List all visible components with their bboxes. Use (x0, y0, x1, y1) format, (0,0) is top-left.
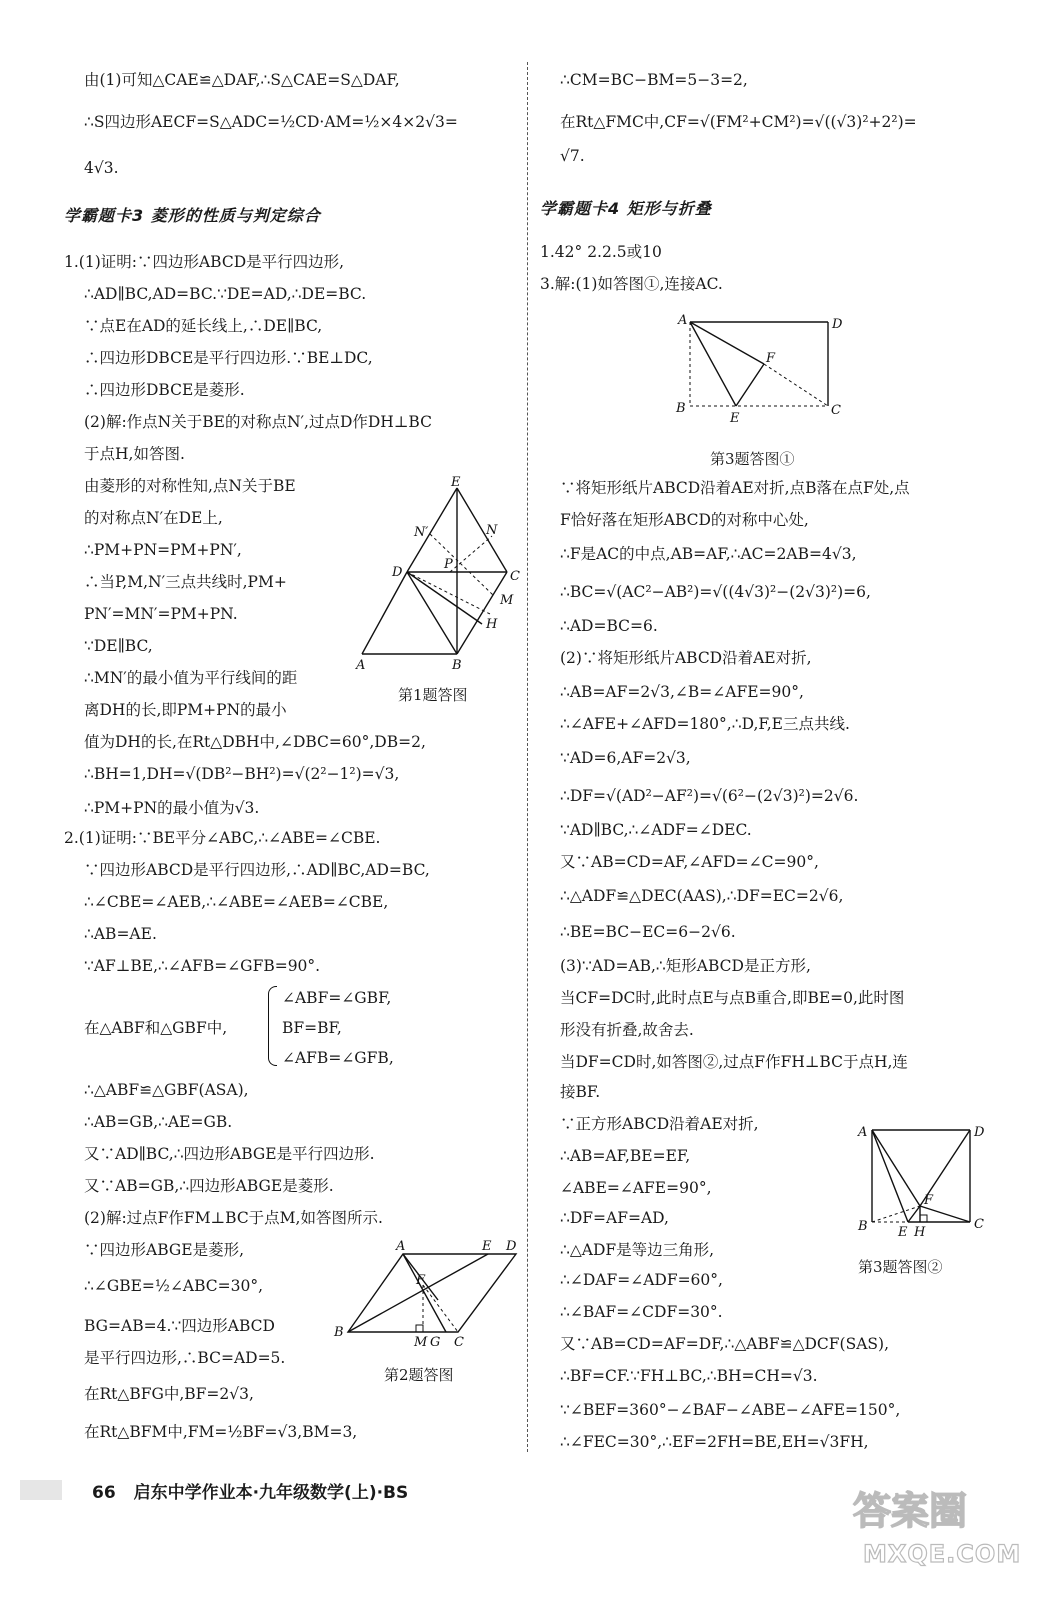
figure-1-rhombus (356, 475, 532, 676)
text-line: 又∵AB=CD=AF=DF,∴△ABF≌△DCF(SAS), (560, 1335, 889, 1353)
text-line: √7. (560, 147, 585, 165)
text-line: ∵正方形ABCD沿着AE对折, (560, 1115, 759, 1133)
text-line: 是平行四边形,∴BC=AD=5. (84, 1349, 286, 1367)
text-line: ∴△ADF≌△DEC(AAS),∴DF=EC=2√6, (560, 887, 844, 905)
point-label: B (334, 1325, 344, 1340)
text-line: ∴BF=CF.∵FH⊥BC,∴BH=CH=√3. (560, 1367, 818, 1385)
footer-bar (20, 1480, 62, 1500)
point-label: P (444, 557, 453, 572)
point-label: E (451, 475, 461, 490)
book-title: 启东中学作业本·九年级数学(上)·BS (133, 1483, 409, 1503)
text-line: 又∵AB=GB,∴四边形ABGE是菱形. (84, 1177, 334, 1195)
column-divider (527, 62, 528, 1452)
text-line: 又∵AB=CD=AF,∠AFD=∠C=90°, (560, 853, 819, 871)
text-line: ∴∠GBE=½∠ABC=30°, (84, 1277, 264, 1295)
text-line: ∴∠AFE+∠AFD=180°,∴D,F,E三点共线. (560, 715, 850, 733)
text-line: 1.(1)证明:∵四边形ABCD是平行四边形, (64, 253, 345, 271)
text-line: ∵AF⊥BE,∴∠AFB=∠GFB=90°. (84, 957, 321, 975)
section-heading: 学霸题卡3 菱形的性质与判定综合 (64, 206, 321, 225)
point-label: D (974, 1125, 985, 1140)
footer-text (92, 1478, 408, 1503)
point-label: G (430, 1335, 441, 1350)
text-line: ∴F是AC的中点,AB=AF,∴AC=2AB=4√3, (560, 545, 857, 563)
text-line: ∵AD∥BC,∴∠ADF=∠DEC. (560, 821, 752, 839)
text-line: (3)∵AD=AB,∴矩形ABCD是正方形, (560, 957, 811, 975)
point-label: E (730, 411, 740, 426)
point-label: D (832, 317, 843, 332)
point-label: N (486, 523, 498, 538)
point-label: C (831, 403, 841, 418)
text-line: ∴CM=BC−BM=5−3=2, (560, 71, 748, 89)
text-line: 离DH的长,即PM+PN的最小 (84, 701, 287, 719)
point-label: A (678, 313, 688, 328)
point-label: H (486, 617, 498, 632)
text-line: ∴∠BAF=∠CDF=30°. (560, 1303, 723, 1321)
text-line: ∴四边形DBCE是平行四边形.∵BE⊥DC, (84, 349, 373, 367)
text-line: ∴∠DAF=∠ADF=60°, (560, 1271, 723, 1289)
text-line: 3.解:(1)如答图①,连接AC. (540, 275, 723, 293)
text-line: ∵将矩形纸片ABCD沿着AE对折,点B落在点F处,点 (560, 479, 910, 497)
text-line: 的对称点N′在DE上, (84, 509, 223, 527)
point-label: A (396, 1239, 406, 1254)
point-label: C (974, 1217, 984, 1232)
text-line: 由(1)可知△CAE≌△DAF,∴S△CAE=S△DAF, (84, 71, 400, 89)
text-line: ∴AB=AF,BE=EF, (560, 1147, 691, 1165)
text-line: 4√3. (84, 159, 119, 177)
text-line: ∠ABE=∠AFE=90°, (560, 1179, 712, 1197)
point-label: E (482, 1239, 492, 1254)
point-label: F (924, 1193, 934, 1208)
text-line: ∠AFB=∠GFB, (282, 1049, 394, 1067)
figure-caption: 第2题答图 (384, 1366, 454, 1384)
text-line: ∴四边形DBCE是菱形. (84, 381, 245, 399)
text-line: 当DF=CD时,如答图②,过点F作FH⊥BC于点H,连 (560, 1053, 908, 1071)
point-label: H (914, 1225, 926, 1240)
text-line: ∴AB=GB,∴AE=GB. (84, 1113, 233, 1131)
point-label: B (858, 1219, 868, 1234)
point-label: N′ (414, 525, 429, 540)
text-line: 形没有折叠,故舍去. (560, 1021, 694, 1039)
text-line: ∵∠BEF=360°−∠BAF−∠ABE−∠AFE=150°, (560, 1401, 901, 1419)
text-line: 接BF. (560, 1083, 601, 1101)
text-line: ∵点E在AD的延长线上,∴DE∥BC, (84, 317, 323, 335)
text-line: 在△ABF和△GBF中, (84, 1019, 228, 1037)
text-line: ∴AB=AF=2√3,∠B=∠AFE=90°, (560, 683, 804, 701)
text-line: ∵四边形ABGE是菱形, (84, 1241, 244, 1259)
section-heading: 学霸题卡4 矩形与折叠 (540, 199, 712, 218)
text-line: ∴△ABF≌△GBF(ASA), (84, 1081, 249, 1099)
text-line: ∴MN′的最小值为平行线间的距 (84, 669, 298, 687)
text-line: ∴BE=BC−EC=6−2√6. (560, 923, 736, 941)
text-line: ∴AB=AE. (84, 925, 157, 943)
text-line: ∵AD=6,AF=2√3, (560, 749, 691, 767)
point-label: A (858, 1125, 868, 1140)
point-label: M (414, 1335, 428, 1350)
figure-caption: 第3题答图① (710, 450, 795, 468)
figure-2-parallelogram (334, 1239, 518, 1350)
point-label: B (676, 401, 686, 416)
point-label: C (510, 569, 520, 584)
text-line: (2)解:作点N关于BE的对称点N′,过点D作DH⊥BC (84, 413, 432, 431)
text-line: 在Rt△BFG中,BF=2√3, (84, 1385, 254, 1403)
text-line: PN′=MN′=PM+PN. (84, 605, 238, 623)
watermark (853, 1480, 1023, 1590)
text-line: ∴AD∥BC,AD=BC.∵DE=AD,∴DE=BC. (84, 285, 367, 303)
text-line: 在Rt△BFM中,FM=½BF=√3,BM=3, (84, 1423, 358, 1441)
text-line: (2)解:过点F作FM⊥BC于点M,如答图所示. (84, 1209, 383, 1227)
text-line: 当CF=DC时,此时点E与点B重合,即BE=0,此时图 (560, 989, 905, 1007)
point-label: B (452, 658, 462, 673)
text-line: ∴PM+PN=PM+PN′, (84, 541, 242, 559)
point-label: M (500, 593, 514, 608)
watermark-url: MXQE.COM (863, 1540, 1022, 1568)
text-line: ∵DE∥BC, (84, 637, 153, 655)
text-line: 在Rt△FMC中,CF=√(FM²+CM²)=√((√3)²+2²)= (560, 113, 917, 131)
text-line: ∵四边形ABCD是平行四边形,∴AD∥BC,AD=BC, (84, 861, 430, 879)
text-line: 1.42° 2.2.5或10 (540, 243, 662, 261)
figure-caption: 第1题答图 (398, 686, 468, 704)
text-line: ∴PM+PN的最小值为√3. (84, 799, 260, 817)
figure-3b-square (852, 1118, 992, 1248)
text-line: F恰好落在矩形ABCD的对称中心处, (560, 511, 809, 529)
point-label: D (392, 565, 403, 580)
text-line: 于点H,如答图. (84, 445, 185, 463)
text-line: 值为DH的长,在Rt△DBH中,∠DBC=60°,DB=2, (84, 733, 426, 751)
text-line: 由菱形的对称性知,点N关于BE (84, 477, 296, 495)
text-line: BF=BF, (282, 1019, 342, 1037)
point-label: A (356, 658, 366, 673)
figure-caption: 第3题答图② (858, 1258, 943, 1276)
text-line: ∴BC=√(AC²−AB²)=√((4√3)²−(2√3)²)=6, (560, 583, 871, 601)
text-line: ∴DF=√(AD²−AF²)=√(6²−(2√3)²)=2√6. (560, 787, 859, 805)
figure-3a-rectangle (668, 310, 843, 430)
point-label: F (416, 1273, 426, 1288)
text-line: BG=AB=4.∵四边形ABCD (84, 1317, 275, 1335)
page-number: 66 (92, 1483, 116, 1503)
text-line: 又∵AD∥BC,∴四边形ABGE是平行四边形. (84, 1145, 375, 1163)
point-label: E (898, 1225, 908, 1240)
text-line: ∴∠FEC=30°,∴EF=2FH=BE,EH=√3FH, (560, 1433, 869, 1451)
point-label: C (454, 1335, 464, 1350)
text-line: 2.(1)证明:∵BE平分∠ABC,∴∠ABE=∠CBE. (64, 829, 381, 847)
point-label: D (506, 1239, 517, 1254)
text-line: ∴△ADF是等边三角形, (560, 1241, 715, 1259)
text-line: ∴S四边形AECF=S△ADC=½CD·AM=½×4×2√3= (84, 113, 458, 131)
text-line: ∴BH=1,DH=√(DB²−BH²)=√(2²−1²)=√3, (84, 765, 400, 783)
brace (268, 986, 277, 1066)
text-line: (2)∵将矩形纸片ABCD沿着AE对折, (560, 649, 812, 667)
watermark-text: 答案圈 (853, 1489, 968, 1533)
text-line: ∴AD=BC=6. (560, 617, 658, 635)
text-line: ∴DF=AF=AD, (560, 1209, 669, 1227)
point-label: F (766, 351, 776, 366)
text-line: ∠ABF=∠GBF, (282, 989, 392, 1007)
text-line: ∴当P,M,N′三点共线时,PM+ (84, 573, 287, 591)
text-line: ∴∠CBE=∠AEB,∴∠ABE=∠AEB=∠CBE, (84, 893, 389, 911)
